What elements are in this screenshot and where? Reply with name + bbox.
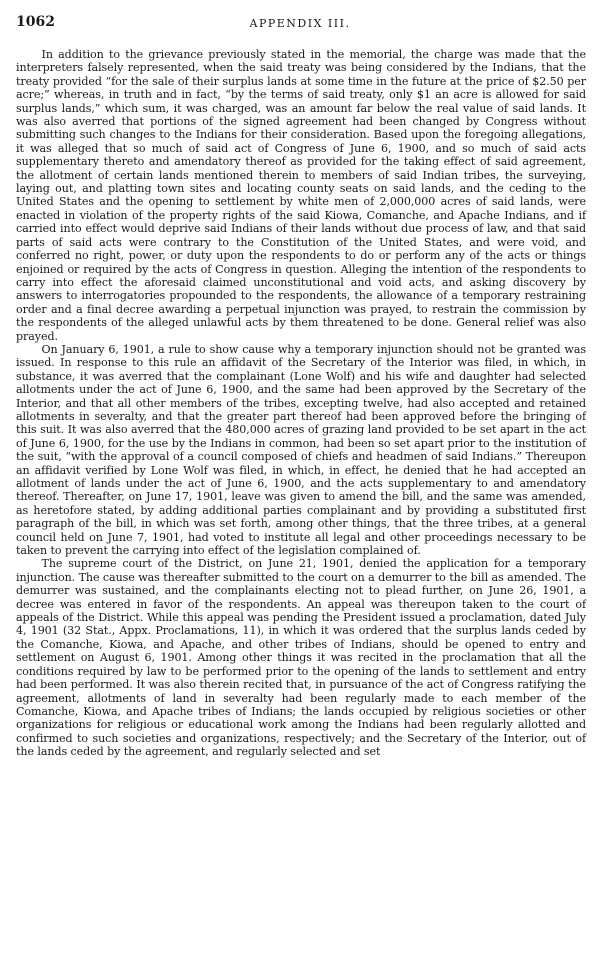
running-head: APPENDIX III. <box>249 17 351 30</box>
paragraph: On January 6, 1901, a rule to show cause why a temporary injunction should not be granted was issued. In response to this rule an affidavit of the Secretary of the Interior was filed, in which, in substance, it was averred that the complainant (Lone Wolf) and his wife and daughter had selected allotments under the act of June 6, 1900, and the same had been approved by the Secretary of the Interior, and that all other members of the tribes, excepting twelve, had also accepted and retained allotments in severalty, and that the greater part thereof had been approved before the bringing of this suit. It was also averred that the 480,000 acres of grazing land provided to be set apart in the act of June 6, 1900, for the use by the Indians in common, had been so set apart prior to the institution of the suit, “with the approval of a council composed of chiefs and headmen of said Indians.” Thereupon an affidavit verified by Lone Wolf was filed, in which, in effect, he denied that he had accepted an allotment of lands under the act of June 6, 1900, and the acts supplementary to and amendatory thereof. Thereafter, on June 17, 1901, leave was given to amend the bill, and the same was amended, as heretofore stated, by adding additional parties complainant and by providing a substituted first paragraph of the bill, in which was set forth, among other things, that the three tribes, at a general council held on June 7, 1901, had voted to institute all legal and other proceedings necessary to be taken to prevent the carrying into effect of the legislation complained of. <box>16 342 586 558</box>
page-number: 1062 <box>16 14 55 30</box>
paragraph: In addition to the grievance previously stated in the memorial, the charge was made that the interpreters falsely represented, when the said treaty was being considered by the Indians, that the treaty provided “for the sale of their surplus lands at some time in the future at the price of $2.50 per acre;” whereas, in truth and in fact, “by the terms of said treaty, only $1 an acre is allowed for said surplus lands,” which sum, it was charged, was an amount far below the real value of said lands. It was also averred that portions of the signed agreement had been changed by Congress without submitting such changes to the Indians for their consideration. Based upon the foregoing allegations, it was alleged that so much of said act of Congress of June 6, 1900, and so much of said acts supplementary thereto and amendatory thereof as provided for the taking effect of said agreement, the allotment of certain lands mentioned therein to members of said Indian tribes, the surveying, laying out, and platting town sites and locating county seats on said lands, and the ceding to the United States and the opening to settlement by white men of 2,000,000 acres of said lands, were enacted in violation of the property rights of the said Kiowa, Comanche, and Apache Indians, and if carried into effect would deprive said Indians of their lands without due process of law, and that said parts of said acts were contrary to the Constitution of the United States, and were void, and conferred no right, power, or duty upon the respondents to do or perform any of the acts or things enjoined or required by the acts of Congress in question. Alleging the intention of the respondents to carry into effect the aforesaid claimed unconstitutional and void acts, and asking discovery by answers to interrogatories propounded to the respondents, the allowance of a temporary restraining order and a final decree awarding a perpetual injunction was prayed, to restrain the commission by the respondents of the alleged unlawful acts by them threatened to be done. General relief was also prayed. <box>16 48 586 343</box>
document-body <box>16 48 586 759</box>
paragraph: The supreme court of the District, on June 21, 1901, denied the application for a temporary injunction. The cause was thereafter submitted to the court on a demurrer to the bill as amended. The demurrer was sustained, and the complainants electing not to plead further, on June 26, 1901, a decree was entered in favor of the respondents. An appeal was thereupon taken to the court of appeals of the District. While this appeal was pending the President issued a proclamation, dated July 4, 1901 (32 Stat., Appx. Proclamations, 11), in which it was ordered that the surplus lands ceded by the Comanche, Kiowa, and Apache, and other tribes of Indians, should be opened to entry and settlement on August 6, 1901. Among other things it was recited in the proclamation that all the conditions required by law to be performed prior to the opening of the lands to settlement and entry had been performed. It was also therein recited that, in pursuance of the act of Congress ratifying the agreement, allotments of land in severalty had been regularly made to each member of the Comanche, Kiowa, and Apache tribes of Indians; the lands occupied by religious societies or other organizations for religious or educational work among the Indians had been regularly allotted and confirmed to such societies and organizations, respectively; and the Secretary of the Interior, out of the lands ceded by the agreement, and regularly selected and set <box>16 557 586 759</box>
